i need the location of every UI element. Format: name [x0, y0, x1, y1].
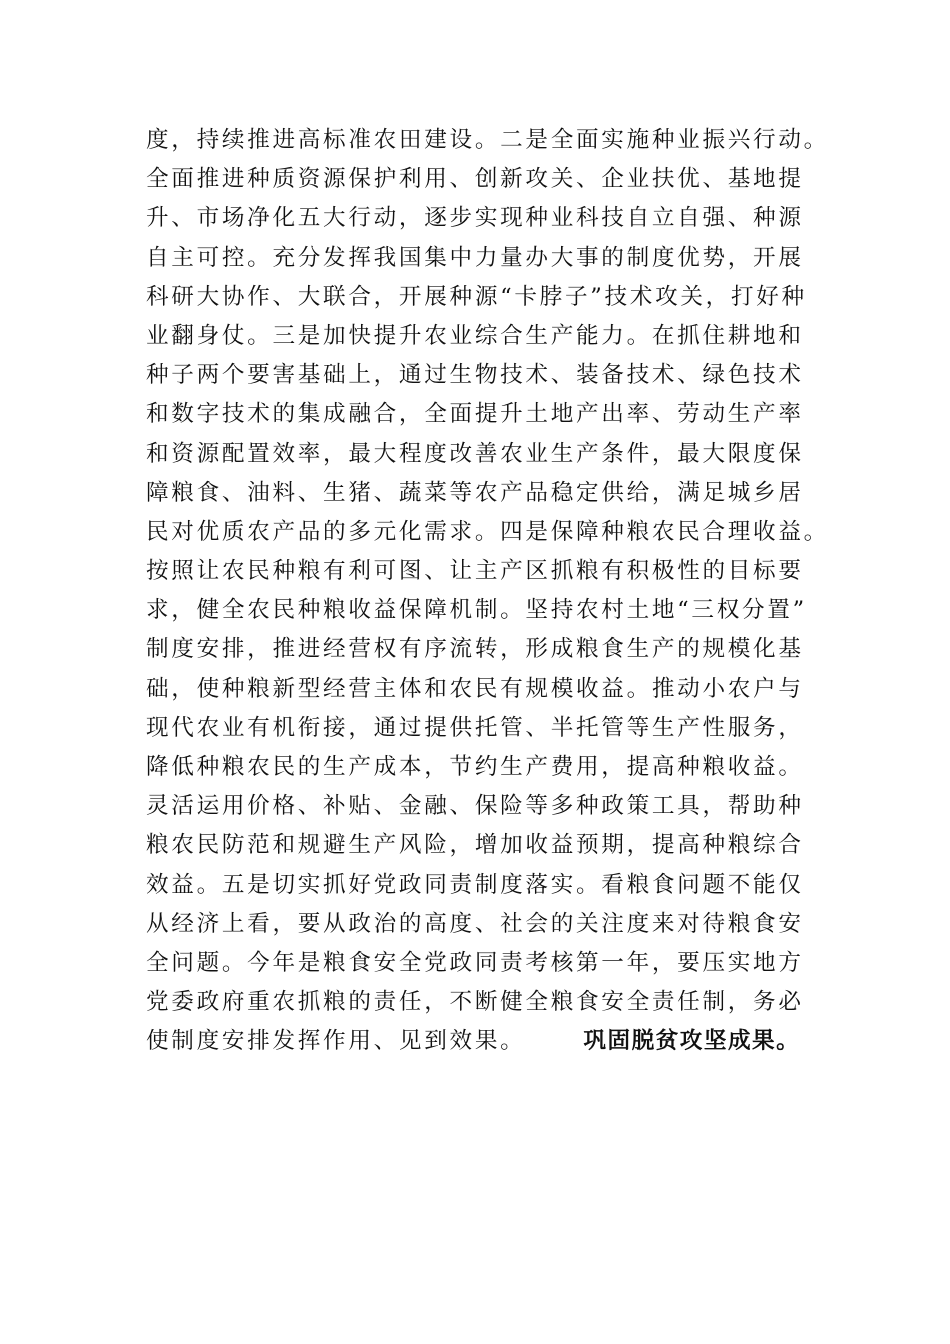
section-heading: 巩固脱贫攻坚成果。	[583, 1028, 801, 1055]
text-line: 障粮食、油料、生猪、蔬菜等农产品稳定供给，满足城乡居	[146, 479, 804, 506]
body-text	[146, 121, 836, 1062]
text-line: 和资源配置效率，最大程度改善农业生产条件，最大限度保	[146, 440, 804, 467]
text-line: 降低种粮农民的生产成本，节约生产费用，提高种粮收益。	[146, 754, 804, 780]
text-line: 种子两个要害基础上，通过生物技术、装备技术、绿色技术	[146, 362, 804, 389]
text-line: 科研大协作、大联合，开展种源“卡脖子”技术攻关，打好种	[146, 283, 807, 310]
text-line: 党委政府重农抓粮的责任，不断健全粮食安全责任制，务必	[146, 989, 804, 1016]
text-line: 和数字技术的集成融合，全面提升土地产出率、劳动生产率	[146, 401, 804, 428]
text-line: 升、市场净化五大行动，逐步实现种业科技自立自强、种源	[146, 205, 804, 232]
text-line: 自主可控。充分发挥我国集中力量办大事的制度优势，开展	[146, 244, 804, 271]
text-line-final	[146, 1022, 836, 1061]
text-line: 民对优质农产品的多元化需求。四是保障种粮农民合理收益。	[146, 518, 829, 545]
text-line: 粮农民防范和规避生产风险，增加收益预期，提高种粮综合	[146, 832, 804, 859]
text-line: 全面推进种质资源保护利用、创新攻关、企业扶优、基地提	[146, 166, 804, 193]
text-line: 效益。五是切实抓好党政同责制度落实。看粮食问题不能仅	[146, 871, 804, 898]
text-line: 全问题。今年是粮食安全党政同责考核第一年，要压实地方	[146, 949, 804, 976]
text-line: 按照让农民种粮有利可图、让主产区抓粮有积极性的目标要	[146, 558, 804, 585]
text-line: 现代农业有机衔接，通过提供托管、半托管等生产性服务，	[146, 714, 804, 741]
text-line: 从经济上看，要从政治的高度、社会的关注度来对待粮食安	[146, 910, 804, 937]
text-line: 础，使种粮新型经营主体和农民有规模收益。推动小农户与	[146, 675, 804, 702]
text-line: 制度安排，推进经营权有序流转，形成粮食生产的规模化基	[146, 636, 804, 663]
text-line: 灵活运用价格、补贴、金融、保险等多种政策工具，帮助种	[146, 793, 804, 820]
text-line: 求，健全农民种粮收益保障机制。坚持农村土地“三权分置”	[146, 597, 807, 624]
text-line: 度，持续推进高标准农田建设。二是全面实施种业振兴行动。	[146, 127, 829, 153]
last-sentence: 使制度安排发挥作用、见到效果。	[146, 1028, 526, 1055]
text-line: 业翻身仗。三是加快提升农业综合生产能力。在抓住耕地和	[146, 322, 804, 349]
